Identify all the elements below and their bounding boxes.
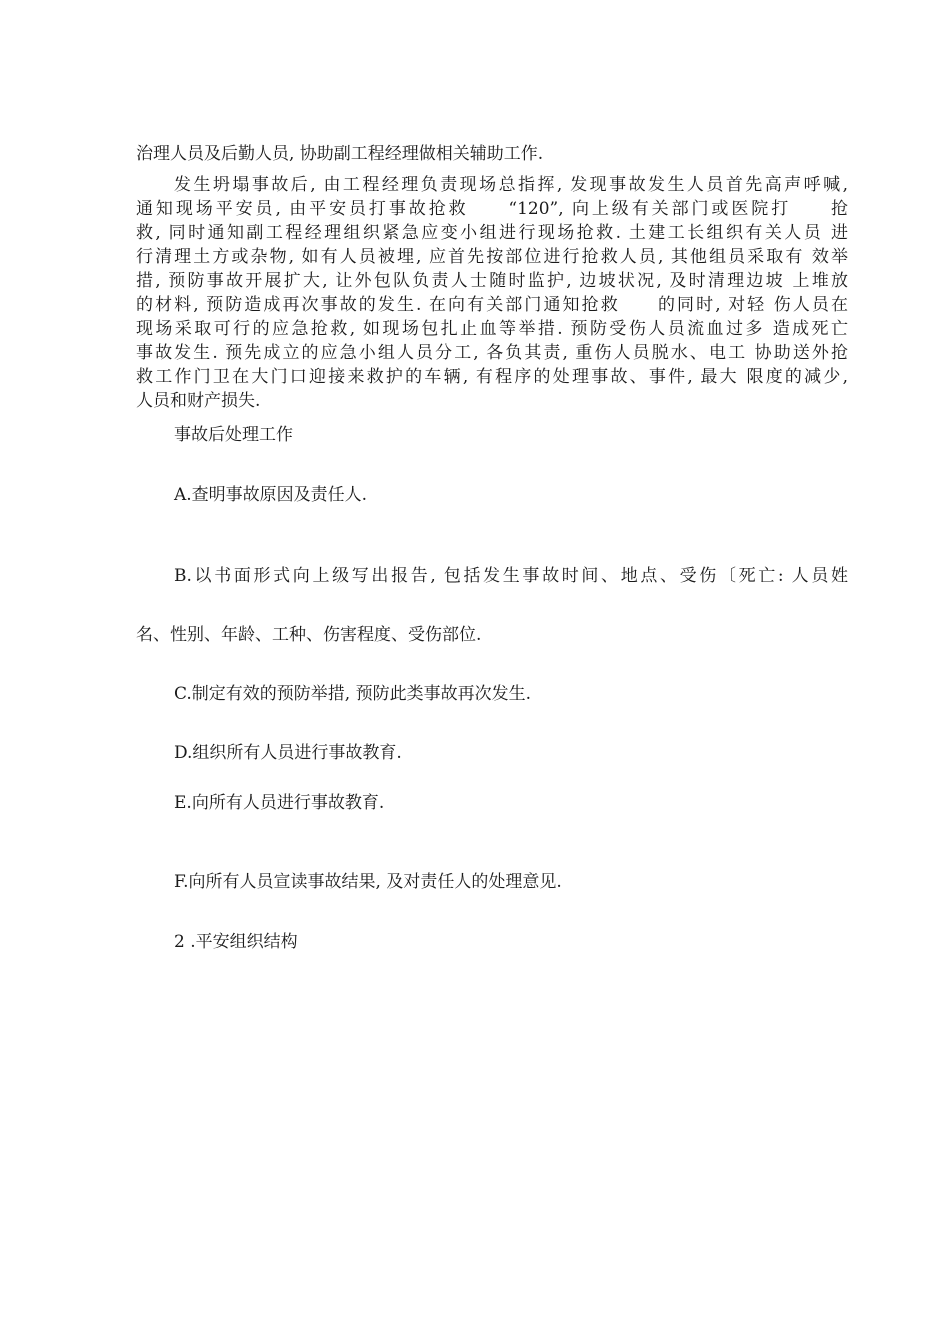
paragraph-2-line-3: 救, 同时通知副工程经理组织紧急应变小组进行现场抢救. 土建工长组织有关人员 进: [136, 223, 848, 243]
paragraph-2-line-6: 的材料, 预防造成再次事故的发生. 在向有关部门通知抢救 的同时, 对轻 伤人员在: [136, 295, 848, 315]
paragraph-2-line-9: 救工作门卫在大门口迎接来救护的车辆, 有程序的处理事故、事件, 最大 限度的减少,: [136, 367, 848, 387]
paragraph-2-line-2: 通知现场平安员, 由平安员打事故抢救 “120”, 向上级有关部门或医院打 抢: [136, 199, 848, 219]
paragraph-2-line-8: 事故发生. 预先成立的应急小组人员分工, 各负其责, 重伤人员脱水、电工 协助送外抢: [136, 343, 848, 363]
list-item-e: E.向所有人员进行事故教育.: [174, 793, 385, 813]
section-heading: 事故后处理工作: [174, 425, 293, 445]
list-item-f: F.向所有人员宣读事故结果, 及对责任人的处理意见.: [174, 872, 562, 892]
list-item-a: A.查明事故原因及责任人.: [174, 485, 368, 505]
paragraph-2-line-7: 现场采取可行的应急抢救, 如现场包扎止血等举措. 预防受伤人员流血过多 造成死亡: [136, 319, 848, 339]
paragraph-1: 治理人员及后勤人员, 协助副工程经理做相关辅助工作.: [136, 144, 544, 164]
paragraph-2-line-4: 行清理土方或杂物, 如有人员被埋, 应首先按部位进行抢救人员, 其他组员采取有 效举: [136, 247, 848, 267]
paragraph-2-line-5: 措, 预防事故开展扩大, 让外包队负责人士随时监护, 边坡状况, 及时清理边坡 上堆放: [136, 271, 848, 291]
section-2-heading: 2 .平安组织结构: [174, 932, 298, 952]
list-item-c: C.制定有效的预防举措, 预防此类事故再次发生.: [174, 684, 532, 704]
list-item-b-line-1: B.以书面形式向上级写出报告, 包括发生事故时间、地点、受伤〔死亡: 人员姓: [174, 566, 848, 586]
list-item-d: D.组织所有人员进行事故教育.: [174, 743, 402, 763]
paragraph-2-line-1: 发生坍塌事故后, 由工程经理负责现场总指挥, 发现事故发生人员首先高声呼喊,: [174, 175, 848, 195]
paragraph-2-line-10: 人员和财产损失.: [136, 391, 261, 411]
list-item-b-line-2: 名、性别、年龄、工种、伤害程度、受伤部位.: [136, 625, 482, 645]
